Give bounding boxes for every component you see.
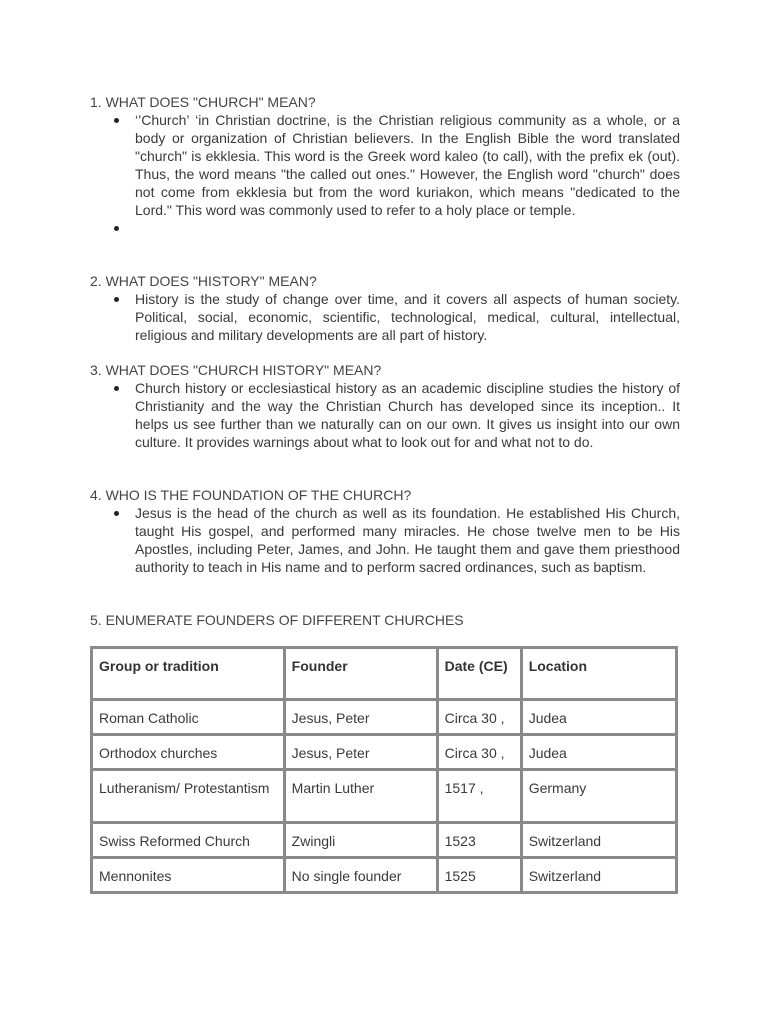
table-cell: Switzerland <box>521 858 676 893</box>
table-cell: Circa 30 , <box>437 700 521 735</box>
table-cell: 1525 <box>437 858 521 893</box>
table-cell: 1523 <box>437 823 521 858</box>
section-heading: 3. WHAT DOES "CHURCH HISTORY" MEAN? <box>90 362 382 378</box>
section-church-meaning <box>90 93 680 237</box>
table-cell: Germany <box>521 770 676 823</box>
section-heading: 1. WHAT DOES "CHURCH" MEAN? <box>90 94 316 110</box>
table-cell: Roman Catholic <box>92 700 285 735</box>
section-heading: 5. ENUMERATE FOUNDERS OF DIFFERENT CHURCHES <box>90 612 464 628</box>
bullet-item: Jesus is the head of the church as well as its foundation. He established His Church, taught His gospel, and performed many miracles. He chose twelve men to be His Apostles, including Peter, James, and John. He taught them and gave them priesthood authority to teach in His name and to perform sacred ordinances, such as baptism. <box>90 504 680 576</box>
table-cell: Circa 30 , <box>437 735 521 770</box>
bullet-item: History is the study of change over time, and it covers all aspects of human society. Political, social, economic, scientific, technological, medical, cultural, intellectual, religious and military developments are all part of history. <box>90 290 680 344</box>
table-cell: 1517 , <box>437 770 521 823</box>
table-cell: Jesus, Peter <box>284 700 437 735</box>
table-cell: Orthodox churches <box>92 735 285 770</box>
bullet-list <box>90 111 680 237</box>
section-church-history-meaning <box>90 361 680 451</box>
section-founders <box>90 611 680 629</box>
section-foundation <box>90 486 680 576</box>
table-row <box>92 700 677 735</box>
column-header-location: Location <box>521 648 676 700</box>
table-row <box>92 823 677 858</box>
bullet-list <box>90 379 680 451</box>
table-header-row <box>92 648 677 700</box>
table-row <box>92 858 677 893</box>
bullet-list <box>90 290 680 344</box>
table-cell: Judea <box>521 735 676 770</box>
section-heading: 2. WHAT DOES "HISTORY" MEAN? <box>90 273 317 289</box>
table-cell: Zwingli <box>284 823 437 858</box>
section-heading: 4. WHO IS THE FOUNDATION OF THE CHURCH? <box>90 487 412 503</box>
founders-table <box>90 646 678 894</box>
bullet-list <box>90 504 680 576</box>
column-header-founder: Founder <box>284 648 437 700</box>
table-cell: Lutheranism/ Protestantism <box>92 770 285 823</box>
table-row <box>92 735 677 770</box>
table-cell: Mennonites <box>92 858 285 893</box>
column-header-date: Date (CE) <box>437 648 521 700</box>
table-cell: Jesus, Peter <box>284 735 437 770</box>
bullet-item: ‘’Church’ ‘in Christian doctrine, is the Christian religious community as a whole, or a body or organization of Christian believers. In the English Bible the word translated "church" is ekklesia. This word is the Greek word kaleo (to call), with the prefix ek (out). Thus, the word means "the called out ones." However, the English word "church" does not come from ekklesia but from the word kuriakon, which means "dedicated to the Lord." This word was commonly used to refer to a holy place or temple. <box>90 111 680 219</box>
table-cell: Swiss Reformed Church <box>92 823 285 858</box>
column-header-group: Group or tradition <box>92 648 285 700</box>
table-row <box>92 770 677 823</box>
bullet-item-empty <box>90 219 680 237</box>
table-cell: Martin Luther <box>284 770 437 823</box>
section-history-meaning <box>90 272 680 344</box>
table-cell: Switzerland <box>521 823 676 858</box>
bullet-item: Church history or ecclesiastical history as an academic discipline studies the history of Christianity and the way the Christian Church has developed since its inception.. It helps us see further than we naturally can on our own. It gives us insight into our own culture. It provides warnings about what to look out for and what not to do. <box>90 379 680 451</box>
table-cell: No single founder <box>284 858 437 893</box>
table-cell: Judea <box>521 700 676 735</box>
